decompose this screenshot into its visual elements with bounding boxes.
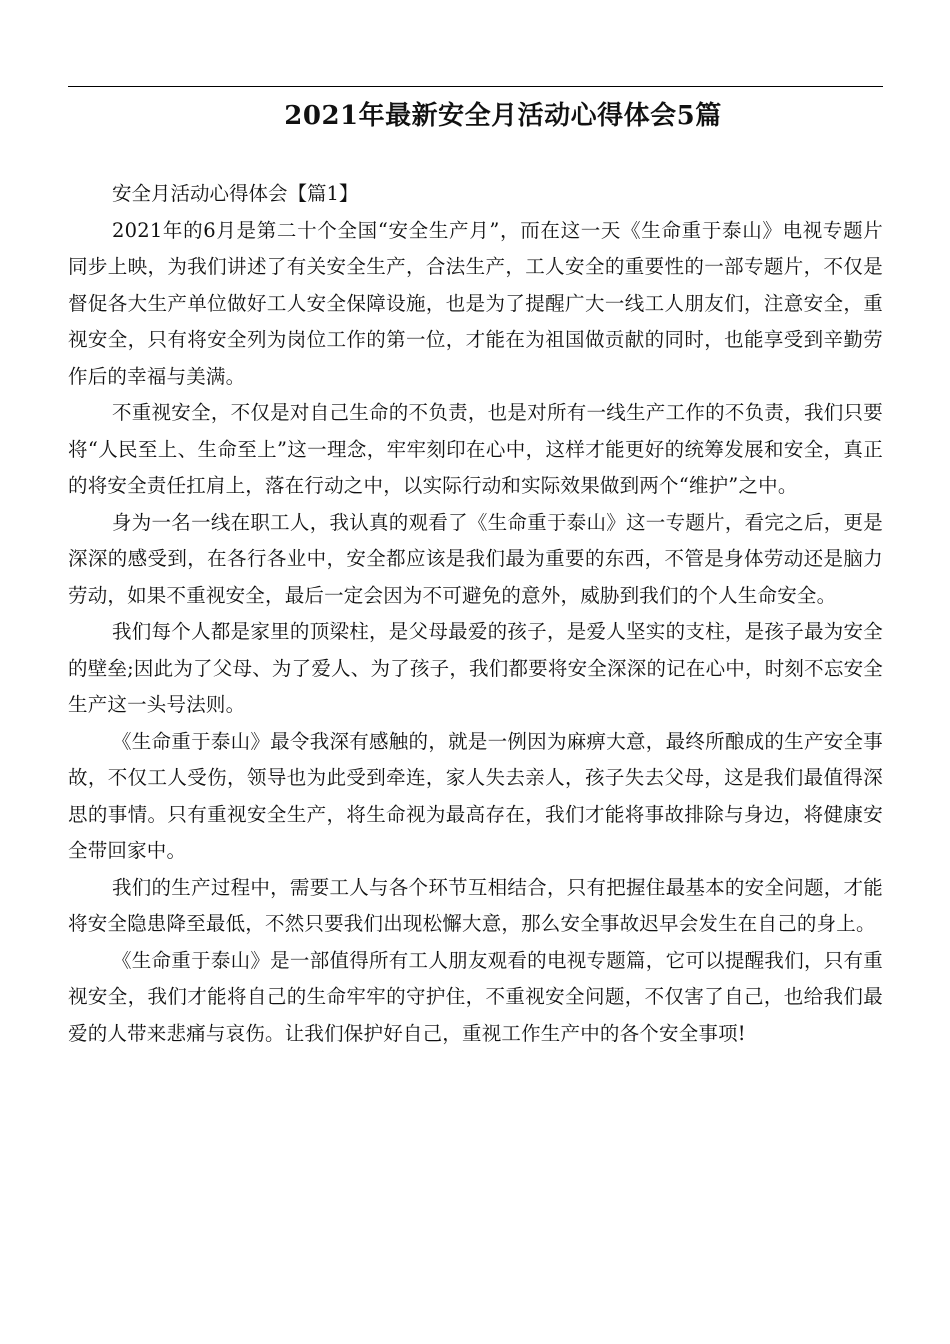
- document-title: 2021年最新安全月活动心得体会5篇: [284, 101, 722, 131]
- paragraph-5: 《生命重于泰山》最令我深有感触的，就是一例因为麻痹大意，最终所酿成的生产安全事故，不仅工人受伤，领导也为此受到牵连，家人失去亲人，孩子失去父母，这是我们最值得深思的事情。只有重视安全生产，将生命视为最高存在，我们才能将事故排除与身边，将健康安全带回家中。: [68, 729, 883, 862]
- paragraph-2: 不重视安全，不仅是对自己生命的不负责，也是对所有一线生产工作的不负责，我们只要将“人民至上、生命至上”这一理念，牢牢刻印在心中，这样才能更好的统筹发展和安全，真正的将安全责任扛肩上，落在行动之中，以实际行动和实际效果做到两个“维护”之中。: [68, 401, 883, 497]
- paragraph-1: 2021年的6月是第二十个全国“安全生产月”，而在这一天《生命重于泰山》电视专题片同步上映，为我们讲述了有关安全生产，合法生产，工人安全的重要性的一部专题片，不仅是督促各大生产单位做好工人安全保障设施，也是为了提醒广大一线工人朋友们，注意安全，重视安全，只有将安全列为岗位工作的第一位，才能在为祖国做贡献的同时，也能享受到辛勤劳作后的幸福与美满。: [68, 218, 883, 388]
- paragraph-4: 我们每个人都是家里的顶梁柱，是父母最爱的孩子，是爱人坚实的支柱，是孩子最为安全的壁垒;因此为了父母、为了爱人、为了孩子，我们都要将安全深深的记在心中，时刻不忘安全生产这一头号法则。: [68, 620, 883, 716]
- paragraph-3: 身为一名一线在职工人，我认真的观看了《生命重于泰山》这一专题片，看完之后，更是深深的感受到，在各行各业中，安全都应该是我们最为重要的东西，不管是身体劳动还是脑力劳动，如果不重视安全，最后一定会因为不可避免的意外，威胁到我们的个人生命安全。: [68, 510, 883, 607]
- header-rule: [68, 86, 883, 87]
- paragraph-7: 《生命重于泰山》是一部值得所有工人朋友观看的电视专题篇，它可以提醒我们，只有重视安全，我们才能将自己的生命牢牢的守护住，不重视安全问题，不仅害了自己，也给我们最爱的人带来悲痛与哀伤。让我们保护好自己，重视工作生产中的各个安全事项!: [68, 948, 883, 1045]
- section-heading: 安全月活动心得体会【篇1】: [112, 182, 359, 205]
- paragraph-6: 我们的生产过程中，需要工人与各个环节互相结合，只有把握住最基本的安全问题，才能将安全隐患降至最低，不然只要我们出现松懈大意，那么安全事故迟早会发生在自己的身上。: [68, 875, 883, 935]
- document-body: [68, 176, 883, 1052]
